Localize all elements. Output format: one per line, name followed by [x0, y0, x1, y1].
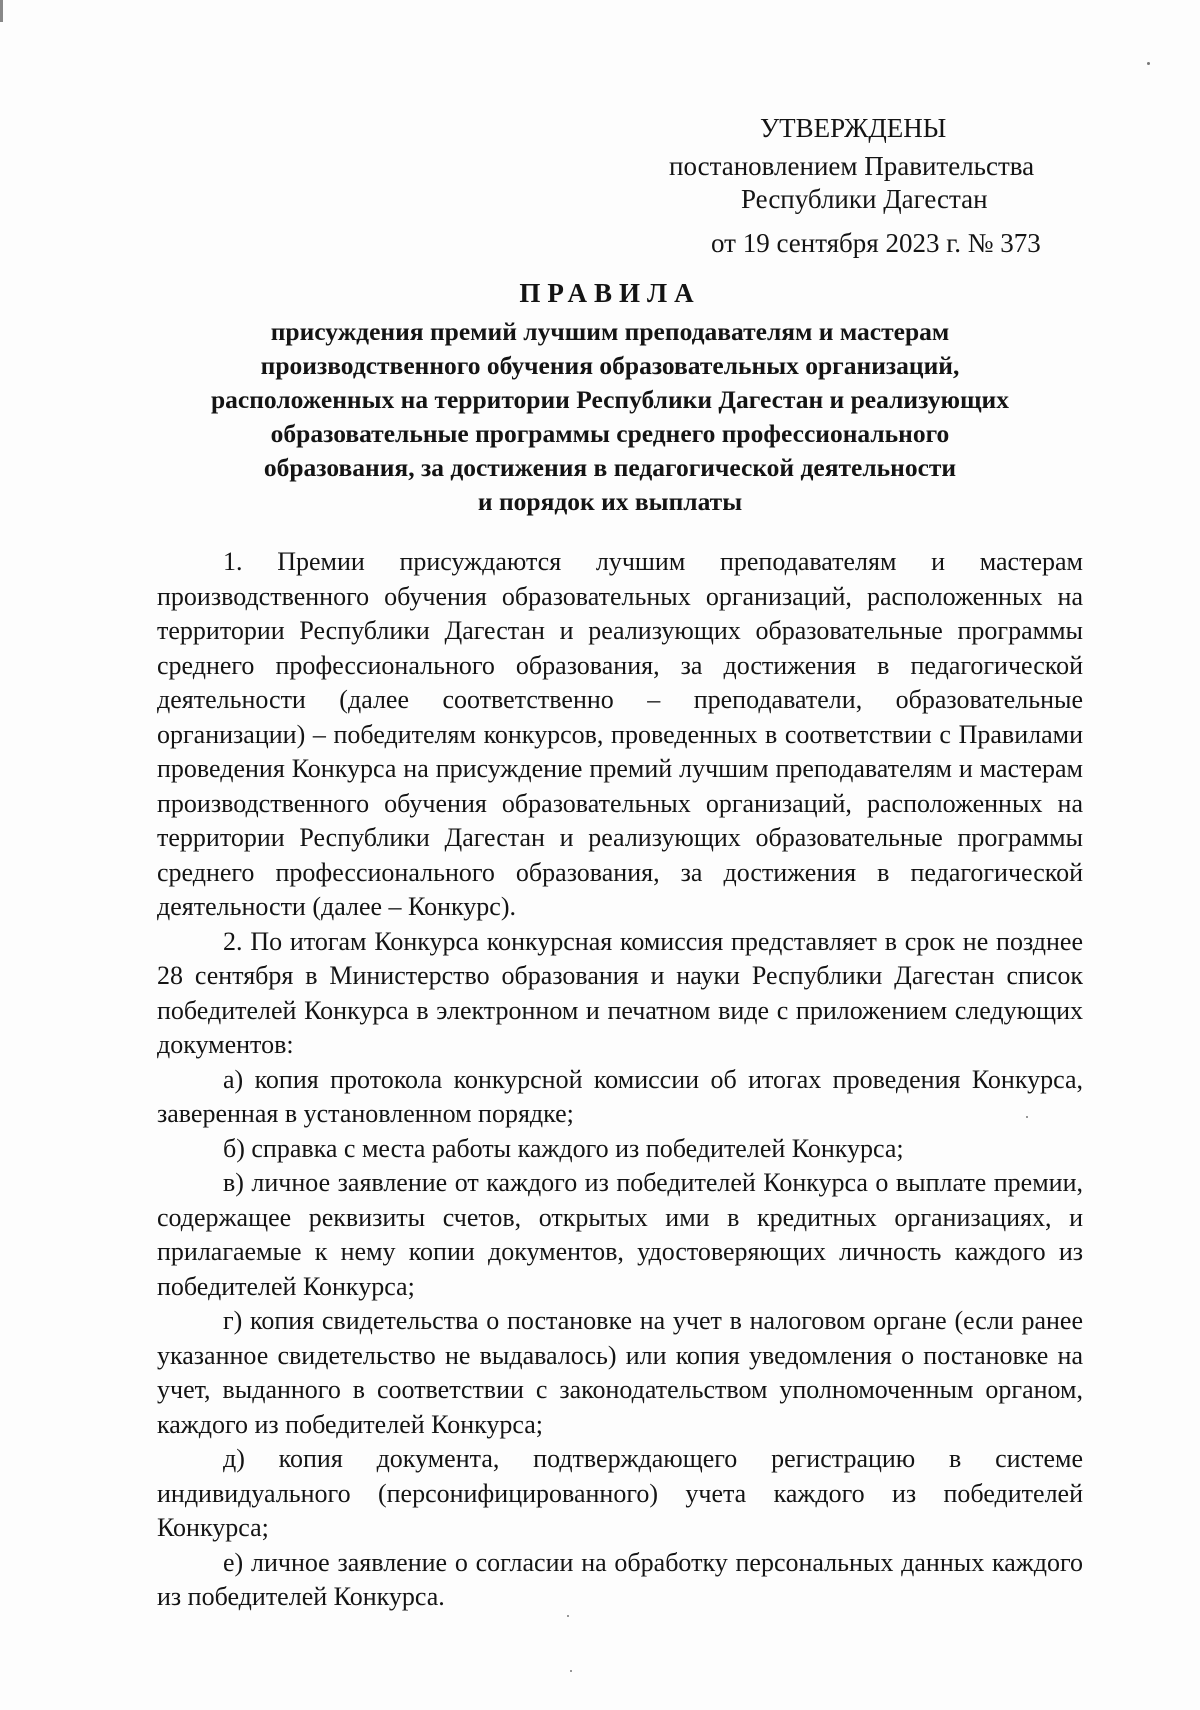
subtitle-line: образовательные программы среднего профессионального — [270, 419, 950, 448]
subtitle-line: присуждения премий лучшим преподавателям и мастерам — [270, 317, 950, 346]
scan-speck — [1026, 1116, 1028, 1118]
scan-edge-mark — [0, 0, 3, 22]
subtitle-line: расположенных на территории Республики Дагестан и реализующих — [210, 385, 1010, 414]
list-item-d: д) копия документа, подтверждающего регистрацию в системе индивидуального (персонифицированного) учета каждого из победителей Конкурса; — [157, 1444, 1083, 1542]
list-item-b: б) справка с места работы каждого из победителей Конкурса; — [223, 1133, 904, 1163]
subtitle-line: производственного обучения образовательных организаций, — [260, 351, 960, 380]
document-body — [157, 545, 1083, 1615]
document-title: ПРАВИЛА — [519, 278, 701, 308]
list-item-a: а) копия протокола конкурсной комиссии об итогах проведения Конкурса, заверенная в установленном порядке; — [157, 1064, 1083, 1128]
list-item-e: е) личное заявление о согласии на обработку персональных данных каждого из победителей Конкурса. — [157, 1547, 1083, 1611]
scan-speck — [567, 1615, 569, 1617]
paragraph-2: 2. По итогам Конкурса конкурсная комиссия представляет в срок не позднее 28 сентября в Министерство образования и науки Республики Дагестан список победителей Конкурса в электронном и печатном виде с приложением следующих документов: — [157, 926, 1083, 1059]
scan-speck — [570, 1670, 572, 1672]
subtitle-line: и порядок их выплаты — [477, 487, 743, 516]
paragraph-1: 1. Премии присуждаются лучшим преподавателям и мастерам производственного обучения образовательных организаций, расположенных на территории Республики Дагестан и реализующих образовательные программы среднего профессионального образования, за достижения в педагогической деятельности (далее соответственно – преподаватели, образовательные организации) – победителям конкурсов, проведенных в соответствии с Правилами проведения Конкурса на присуждение премий лучшим преподавателям и мастерам производственного обучения образовательных организаций, расположенных на территории Республики Дагестан и реализующих образовательные программы среднего профессионального образования, за достижения в педагогической деятельности (далее – Конкурс). — [157, 547, 1083, 921]
subtitle-line: образования, за достижения в педагогической деятельности — [263, 453, 957, 482]
approval-line-decree: постановлением Правительства — [669, 151, 1035, 181]
approval-line-date-number: от 19 сентября 2023 г. № 373 — [711, 228, 1041, 258]
approval-line-republic: Республики Дагестан — [741, 184, 988, 214]
scan-speck — [1147, 62, 1150, 65]
document-subtitle — [130, 315, 1090, 519]
approval-heading: УТВЕРЖДЕНЫ — [760, 113, 947, 143]
list-item-g: г) копия свидетельства о постановке на учет в налоговом органе (если ранее указанное свидетельство не выдавалось) или копия уведомления о постановке на учет, выданного в соответствии с законодательством уполномоченным органом, каждого из победителей Конкурса; — [157, 1306, 1083, 1439]
list-item-v: в) личное заявление от каждого из победителей Конкурса о выплате премии, содержащее реквизиты счетов, открытых ими в кредитных организациях, и прилагаемые к нему копии документов, удостоверяющих личность каждого из победителей Конкурса; — [157, 1168, 1083, 1301]
